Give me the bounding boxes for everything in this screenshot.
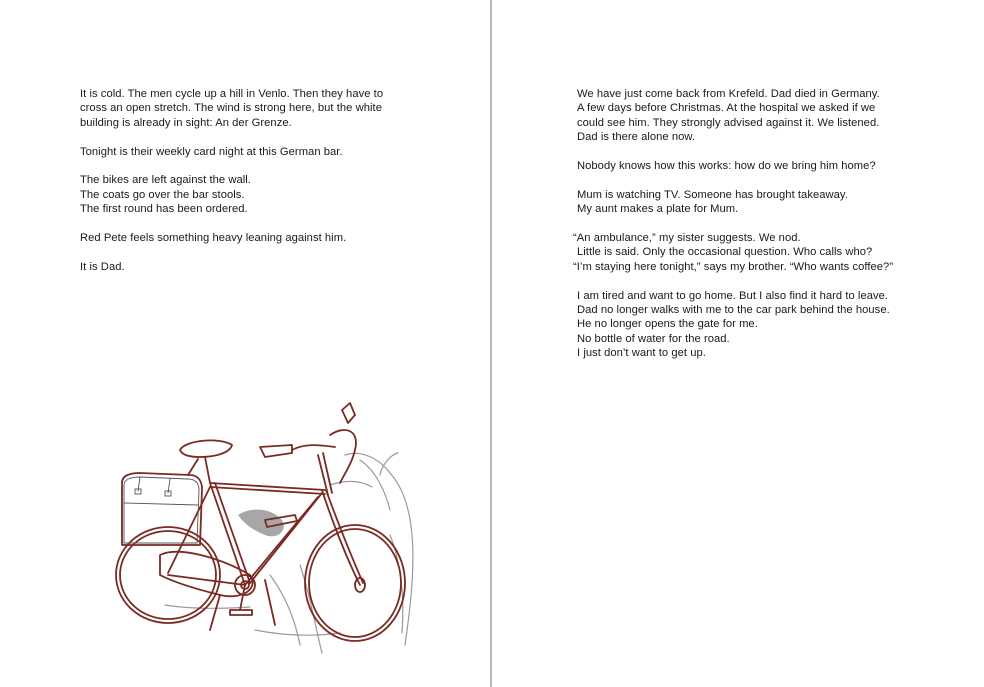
- paragraph: [577, 87, 917, 145]
- text-line: “I’m staying here tonight,” says my brother. “Who wants coffee?”: [573, 260, 894, 273]
- paragraph: [80, 87, 400, 130]
- shadow-bike: [165, 453, 413, 653]
- right-page: [492, 0, 984, 687]
- text-line: My aunt makes a plate for Mum.: [577, 203, 739, 216]
- text-line: Red Pete feels something heavy leaning against him.: [80, 232, 347, 245]
- paragraph: [80, 231, 400, 245]
- right-page-text: [573, 87, 917, 375]
- text-line: Dad no longer walks with me to the car park behind the house.: [577, 304, 890, 317]
- text-line: could see him. They strongly advised against it. We listened.: [577, 116, 880, 129]
- text-line: Mum is watching TV. Someone has brought takeaway.: [577, 188, 848, 201]
- left-page-text: [80, 87, 400, 289]
- text-line: No bottle of water for the road.: [577, 332, 730, 345]
- text-line: It is Dad.: [80, 260, 125, 273]
- text-line: He no longer opens the gate for me.: [577, 318, 758, 331]
- text-line: Tonight is their weekly card night at this German bar.: [80, 145, 343, 158]
- text-line: Nobody knows how this works: how do we bring him home?: [577, 160, 876, 173]
- text-line: cross an open stretch. The wind is strong here, but the white: [80, 102, 382, 115]
- text-line: “An ambulance,” my sister suggests. We nod.: [573, 232, 801, 245]
- text-line: Little is said. Only the occasional question. Who calls who?: [577, 246, 873, 259]
- bicycle-illustration: [60, 395, 440, 675]
- paragraph: [80, 173, 400, 216]
- text-line: I just don’t want to get up.: [577, 347, 706, 360]
- text-line: It is cold. The men cycle up a hill in Venlo. Then they have to: [80, 88, 384, 100]
- text-line: The coats go over the bar stools.: [80, 188, 245, 201]
- paragraph: [80, 145, 400, 159]
- text-line: The bikes are left against the wall.: [80, 174, 251, 187]
- text-line: Dad is there alone now.: [577, 131, 696, 144]
- paragraph: [573, 231, 917, 274]
- saddle-shadow: [238, 510, 284, 537]
- text-line: I am tired and want to go home. But I also find it hard to leave.: [577, 289, 889, 302]
- paragraph: [577, 159, 917, 173]
- text-line: We have just come back from Krefeld. Dad died in Germany.: [577, 88, 880, 100]
- text-line: The first round has been ordered.: [80, 203, 248, 216]
- paragraph: [577, 289, 917, 361]
- paragraph: [577, 188, 917, 217]
- text-line: building is already in sight: An der Grenze.: [80, 116, 292, 129]
- saddle: [180, 440, 232, 457]
- paragraph: [80, 260, 400, 274]
- text-line: A few days before Christmas. At the hospital we asked if we: [577, 102, 876, 115]
- left-page: [0, 0, 491, 687]
- pannier-bag: [122, 473, 202, 545]
